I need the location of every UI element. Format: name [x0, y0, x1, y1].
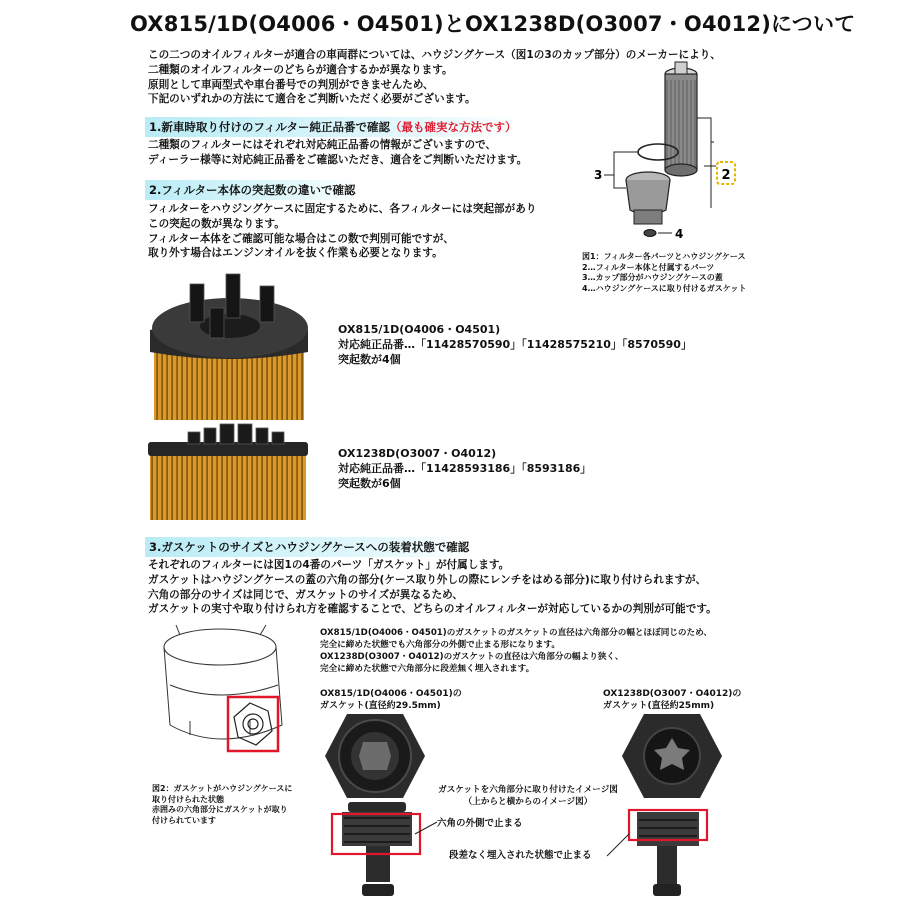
gasket-a-top-view	[325, 712, 425, 800]
fig1-exploded-diagram	[586, 40, 786, 250]
fig2-hex	[234, 703, 272, 745]
filter-b-photo	[148, 420, 308, 520]
fig1-caption: 図1：フィルター各パーツとハウジングケース 2…フィルター本体と付属するパーツ 3…カップ部分がハウジングケースの蓋 4…ハウジングケースに取り付けるガスケット	[582, 252, 747, 293]
fig1-label-2: 2	[721, 168, 731, 183]
page-title: OX815/1D(O4006・O4501)とOX1238D(O3007・O4012)について	[130, 12, 856, 36]
filter-b-info: OX1238D(O3007・O4012) 対応純正品番…「11428593186」「8593186」 突起数が6個	[338, 447, 592, 490]
fig1-gasket	[644, 230, 656, 237]
filter-b-tabs	[188, 424, 284, 444]
filter-a-info: OX815/1D(O4006・O4501) 対応純正品番…「11428570590」「11428575210」「8570590」 突起数が4個	[338, 323, 692, 366]
callout-flush: 段差なく埋入された状態で止まる	[449, 850, 592, 861]
intro-text: この二つのオイルフィルターが適合の車両群については、ハウジングケース（図1の3のカップ部分）のメーカーにより、 二種類のオイルフィルターのどちらが適合するかが異なります。 原則として車両型式や車台番号での判別ができませんため、 下記のいずれかの方法にて適合をご判断いただく必要がございます。	[148, 49, 721, 106]
section1-heading: 1.新車時取り付けのフィルター純正品番で確認（最も確実な方法です）	[145, 117, 521, 137]
gasket-b-top-view	[622, 712, 722, 800]
gasket-a-label: OX815/1D(O4006・O4501)の ガスケット(直径約29.5mm)	[320, 689, 462, 711]
section2-heading: 2.フィルター本体の突起数の違いで確認	[145, 180, 360, 200]
fig2-caption: 図2：ガスケットがハウジングケースに 取り付けられた状態 赤囲みの六角部分にガスケットが取り 付けられています	[152, 784, 293, 825]
fig1-housing-cover	[626, 172, 670, 224]
gasket-b-label: OX1238D(O3007・O4012)の ガスケット(直径約25mm)	[603, 689, 742, 711]
filter-a-photo	[148, 268, 308, 420]
section3-heading: 3.ガスケットのサイズとハウジングケースへの装着状態で確認	[145, 537, 473, 557]
filter-b-pleats	[150, 454, 306, 520]
callout-outside: 六角の外側で止まる	[437, 818, 523, 829]
fig1-label-3: 3	[594, 168, 603, 182]
section2-text: フィルターをハウジングケースに固定するために、各フィルターには突起部があり この突起の数が異なります。 フィルター本体をご確認可能な場合はこの数で判別可能ですが、 取り外す場合はエンジンオイルを抜く作業も必要となります。	[148, 203, 537, 260]
section1-text: 二種類のフィルターにはそれぞれ対応純正品番の情報がございますので、 ディーラー様等に対応純正品番をご確認いただき、適合をご判断いただけます。	[148, 139, 528, 166]
section3-text: それぞれのフィルターには図1の4番のパーツ「ガスケット」が付属します。 ガスケットはハウジングケースの蓋の六角の部分(ケース取り外しの際にレンチをはめる部分)に取り付けられますが、 六角の部分のサイズは同じで、ガスケットのサイズが異なるため、 ガスケットの実寸や取り付けられ方を確認することで、どちらのオイルフィルターが対応しているかの判別が可能です。	[148, 559, 717, 616]
gasket-note: OX815/1D(O4006・O4501)のガスケットのガスケットの直径は六角部分の幅とほぼ同じのため、 完全に締めた状態でも六角部分の外側で止まる形になります。 OX1238D(O3007・O4012)のガスケットの直径は六角部分の幅より狭く、 完全に締めた状態で六角部分に段差無く埋入されます。	[320, 628, 712, 674]
section1-heading-note: （最も確実な方法です）	[390, 120, 517, 134]
fig2-housing-drawing	[150, 625, 310, 775]
fig1-label-4: 4	[675, 227, 684, 241]
image-caption: ガスケットを六角部分に取り付けたイメージ図 （上からと横からのイメージ図）	[438, 785, 618, 807]
